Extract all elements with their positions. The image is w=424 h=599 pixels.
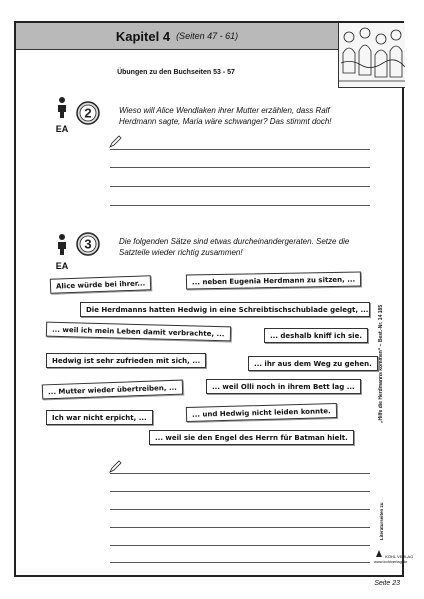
sentence-strip[interactable]: ... deshalb kniff ich sie. xyxy=(264,328,368,343)
sentence-strip[interactable]: Alice würde bei ihrer... xyxy=(50,275,152,294)
sentence-strip[interactable]: ... weil Olli noch in ihrem Bett lag ... xyxy=(206,379,361,394)
sidebar-series: Literaturseiten zu xyxy=(379,502,384,540)
exercise-subtitle: Übungen zu den Buchseiten 53 - 57 xyxy=(117,69,235,76)
task3-number-badge xyxy=(76,232,100,256)
sentence-strip[interactable]: ... weil ich mein Leben damit verbrachte, ... xyxy=(46,322,231,342)
task2-instruction: Wieso will Alice Wendlaken ihrer Mutter erzählen, dass Ralf Herdmann sagte, Maria wäre schwanger? Das stimmt doch! xyxy=(119,106,332,126)
sentence-strip[interactable]: ... und Hedwig nicht leiden konnte. xyxy=(186,403,337,422)
answer-line[interactable] xyxy=(110,149,370,150)
number-2-icon xyxy=(76,101,100,125)
task2-ea-badge xyxy=(52,96,72,134)
answer-line[interactable] xyxy=(110,186,370,187)
person-icon xyxy=(55,233,69,255)
pencil-icon xyxy=(108,460,122,474)
sentence-strip[interactable]: ... Mutter wieder übertreiben, ... xyxy=(42,380,183,400)
crowd-illustration-icon xyxy=(339,23,405,87)
pencil-icon xyxy=(108,135,122,149)
sentence-strip[interactable]: Ich war nicht erpicht, ... xyxy=(46,410,153,425)
answer-line[interactable] xyxy=(110,562,370,563)
answer-line[interactable] xyxy=(110,527,370,528)
answer-line[interactable] xyxy=(110,205,370,206)
task2-number: 2 xyxy=(84,105,92,121)
corner-illustration xyxy=(338,23,405,88)
sentence-strip[interactable]: Die Herdmanns hatten Hedwig in eine Schreibtischschublade gelegt, ... xyxy=(80,302,370,317)
sentence-strip[interactable]: ... neben Eugenia Herdmann zu sitzen, ... xyxy=(186,271,361,289)
answer-line[interactable] xyxy=(110,491,370,492)
task2-ea-label: EA xyxy=(55,124,69,134)
task3-ea-badge xyxy=(52,233,72,271)
worksheet-frame xyxy=(14,21,404,577)
task3-instruction: Die folgenden Sätze sind etwas durcheinandergeraten. Setze die Satzteile wieder richtig zusammen! xyxy=(119,237,350,257)
person-icon xyxy=(55,96,69,118)
page-number: Seite 23 xyxy=(374,580,400,587)
chapter-header xyxy=(16,23,338,50)
sentence-strip[interactable]: ... ihr aus dem Weg zu gehen. xyxy=(248,356,378,371)
task2-number-badge xyxy=(76,101,100,125)
publisher-logo xyxy=(374,548,424,564)
sidebar-book-text: „Hilfe die Herdmanns kommen“ – Best.-Nr. 14 185 xyxy=(378,304,384,423)
sentence-strip[interactable]: ... weil sie den Engel des Herrn für Batman hielt. xyxy=(149,430,354,445)
chapter-pages: (Seiten 47 - 61) xyxy=(176,31,239,41)
answer-line[interactable] xyxy=(110,473,370,474)
task3-ea-label: EA xyxy=(55,261,69,271)
answer-line[interactable] xyxy=(110,167,370,168)
sentence-strip[interactable]: Hedwig ist sehr zufrieden mit sich, ... xyxy=(46,353,206,368)
publisher-url: www.kohlverlag.de xyxy=(374,559,408,564)
answer-line[interactable] xyxy=(110,545,370,546)
chapter-title: Kapitel 4 xyxy=(115,28,171,44)
answer-line[interactable] xyxy=(110,509,370,510)
publisher-name: KOHL VERLAG xyxy=(385,554,414,559)
number-3-icon xyxy=(76,232,100,256)
task3-number: 3 xyxy=(84,236,92,252)
kohl-logo-icon xyxy=(374,548,384,558)
